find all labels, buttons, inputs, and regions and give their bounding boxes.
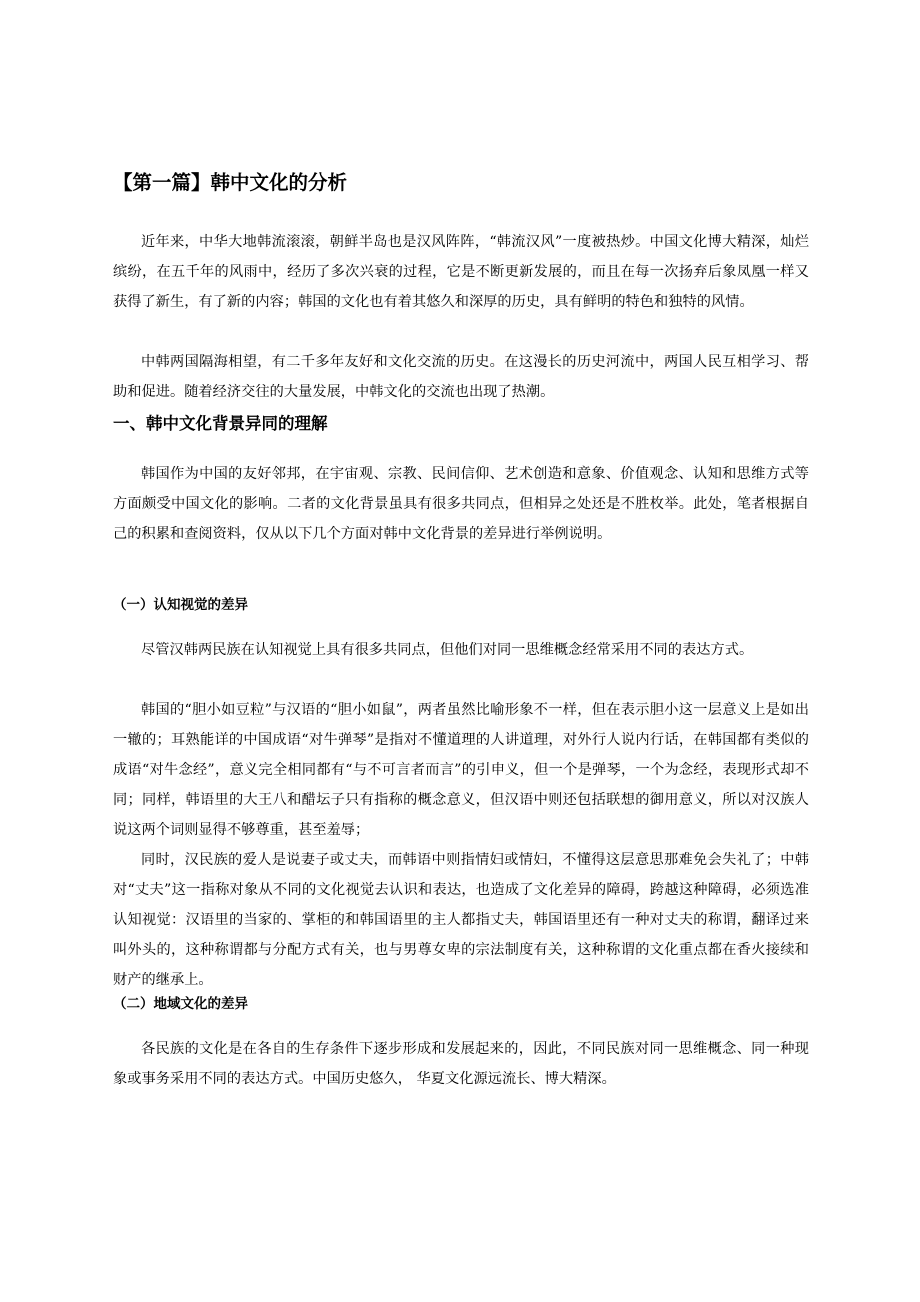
intro-paragraph-1: 近年来，中华大地韩流滚滚，朝鲜半岛也是汉风阵阵，“韩流汉风”一度被热炒。中国文化博大精深，灿烂缤纷，在五千年的风雨中，经历了多次兴衰的过程，它是不断更新发展的，而且在每一次扬弃后象凤凰一样又获得了新生，有了新的内容；韩国的文化也有着其悠久和深厚的历史，具有鲜明的特色和独特的风情。 xyxy=(113,234,809,310)
section1-paragraph: 韩国作为中国的友好邻邦，在宇宙观、宗教、民间信仰、艺术创造和意象、价值观念、认知和思维方式等方面颇受中国文化的影响。二者的文化背景虽具有很多共同点，但相异之处还是不胜枚举。此处，笔者根据自己的积累和查阅资料，仅从以下几个方面对韩中文化背景的差异进行举例说明。 xyxy=(113,466,809,542)
document-title: 【第一篇】韩中文化的分析 xyxy=(113,171,348,194)
intro-paragraph-2: 中韩两国隔海相望，有二千多年友好和文化交流的历史。在这漫长的历史河流中，两国人民互相学习、帮助和促进。随着经济交往的大量发展，中韩文化的交流也出现了热潮。 xyxy=(113,354,809,400)
section-heading-1: 一、韩中文化背景异同的理解 xyxy=(113,414,328,433)
subsection-heading-2: （二）地域文化的差异 xyxy=(113,996,248,1012)
sub2-paragraph: 各民族的文化是在各自的生存条件下逐步形成和发展起来的，因此，不同民族对同一思维概念、同一种现象或事务采用不同的表达方式。中国历史悠久， 华夏文化源远流长、博大精深。 xyxy=(113,1041,809,1087)
sub1-paragraph-1: 尽管汉韩两民族在认知视觉上具有很多共同点，但他们对同一思维概念经常采用不同的表达方式。 xyxy=(141,642,754,658)
subsection-heading-1: （一）认知视觉的差异 xyxy=(113,597,248,613)
sub1-paragraph-2: 韩国的“胆小如豆粒”与汉语的“胆小如鼠”，两者虽然比喻形象不一样，但在表示胆小这一层意义上是如出一辙的；耳熟能详的中国成语“对牛弹琴”是指对不懂道理的人讲道理，对外行人说内行话，在韩国都有类似的成语“对牛念经”，意义完全相同都有“与不可言者而言”的引申义，但一个是弹琴，一个为念经，表现形式却不同；同样，韩语里的大王八和醋坛子只有指称的概念意义，但汉语中则还包括联想的御用意义，所以对汉族人说这两个词则显得不够尊重，甚至羞辱； xyxy=(113,702,809,838)
sub1-paragraph-3: 同时，汉民族的爱人是说妻子或丈夫，而韩语中则指情妇或情妇，不懂得这层意思那难免会失礼了；中韩对“丈夫”这一指称对象从不同的文化视觉去认识和表达，也造成了文化差异的障碍，跨越这种障碍，必须选准认知视觉：汉语里的当家的、掌柜的和韩国语里的主人都指丈夫，韩国语里还有一种对丈夫的称谓，翻译过来叫外头的，这种称谓都与分配方式有关，也与男尊女卑的宗法制度有关，这种称谓的文化重点都在香火接续和财产的继承上。 xyxy=(113,852,809,988)
